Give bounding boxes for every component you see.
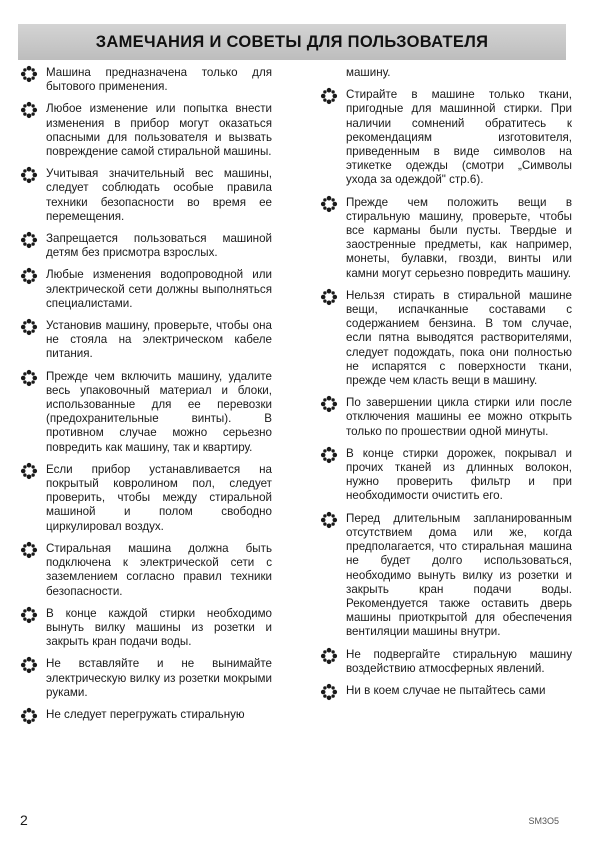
asterisk-flower-icon: [320, 446, 338, 464]
list-item-text: В конце каждой стирки необходимо вынуть вилку машины из розетки и закрыть кран подачи воды.: [46, 606, 272, 649]
list-item: [20, 102, 272, 159]
list-item-text: Не вставляйте и не вынимайте электрическую вилку из розетки мокрыми руками.: [46, 657, 272, 699]
page-number: 2: [20, 812, 28, 828]
continuation-text: машину.: [346, 66, 391, 79]
list-item: [20, 463, 272, 534]
list-item-text: Учитывая значительный вес машины, следует соблюдать особые правила техники безопасности во время ее перемещения.: [46, 167, 272, 223]
list-item: [320, 196, 572, 281]
asterisk-flower-icon: [320, 683, 338, 701]
asterisk-flower-icon: [320, 511, 338, 529]
list-item: [320, 512, 572, 640]
asterisk-flower-icon: [20, 462, 38, 480]
asterisk-flower-icon: [20, 318, 38, 336]
list-item: [320, 447, 572, 504]
page-title: ЗАМЕЧАНИЯ И СОВЕТЫ ДЛЯ ПОЛЬЗОВАТЕЛЯ: [95, 32, 489, 51]
page-header: [18, 24, 566, 60]
list-item: [20, 66, 272, 94]
list-item: [20, 268, 272, 311]
list-item: [20, 232, 272, 260]
asterisk-flower-icon: [320, 395, 338, 413]
list-item: [320, 289, 572, 388]
list-item-text: Стиральная машина должна быть подключена к электрической сети с заземлением согласно правил техники безопасности.: [46, 541, 272, 598]
left-column: [20, 66, 272, 730]
list-item: [20, 167, 272, 224]
asterisk-flower-icon: [20, 231, 38, 249]
list-item-text: Ни в коем случае не пытайтесь сами: [346, 683, 546, 697]
list-item: [20, 542, 272, 599]
list-item-text: Любые изменения водопроводной или электрической сети должны выполняться специалистами.: [46, 268, 272, 310]
asterisk-flower-icon: [20, 656, 38, 674]
list-item-text: Не подвергайте стиральную машину воздействию атмосферных явлений.: [346, 647, 572, 675]
list-item: [20, 708, 272, 722]
list-item: [320, 396, 572, 439]
list-item: [320, 88, 572, 187]
list-item-text: Запрещается пользоваться машиной детям без присмотра взрослых.: [46, 232, 272, 260]
asterisk-flower-icon: [320, 195, 338, 213]
list-item-text: Прежде чем положить вещи в стиральную машину, проверьте, чтобы все карманы были пусты. Твердые и заостренные предметы, как например, монеты, булавки, гвозди, винты или камни могут серьезно повредить машину.: [346, 195, 572, 280]
asterisk-flower-icon: [20, 267, 38, 285]
asterisk-flower-icon: [320, 647, 338, 665]
list-item-text: По завершении цикла стирки или после отключения машины ее можно открыть только по прошествии одной минуты.: [346, 396, 572, 438]
list-item-text: Установив машину, проверьте, чтобы она не стояла на электрическом кабеле питания.: [46, 319, 272, 361]
list-item: [20, 370, 272, 455]
asterisk-flower-icon: [20, 606, 38, 624]
list-item-text: Машина предназначена только для бытового применения.: [46, 66, 272, 94]
asterisk-flower-icon: [20, 369, 38, 387]
asterisk-flower-icon: [320, 288, 338, 306]
list-item: [20, 319, 272, 362]
list-item-text: Перед длительным запланированным отсутствием дома или же, когда предполагается, что стиральная машина не будет долго использоваться, необходимо вынуть вилку из розетки и закрыть кран подачи воды. Рекомендуется также оставить дверь машины приоткрытой для обеспечения вентиляции машины внутри.: [346, 511, 572, 639]
list-item-text: Не следует перегружать стиральную: [46, 707, 245, 721]
list-item-text: В конце стирки дорожек, покрывал и прочих тканей из длинных волокон, нужно проверить фильтр и при необходимости очистить его.: [346, 446, 572, 503]
list-item-text: Нельзя стирать в стиральной машине вещи, испачканные составами с содержанием бензина. В том случае, если пятна выводятся растворителями, следует подождать, пока они полностью не испарятся с поверхности ткани, прежде чем класть вещи в машину.: [346, 288, 572, 388]
asterisk-flower-icon: [20, 101, 38, 119]
list-item: [320, 648, 572, 676]
asterisk-flower-icon: [20, 707, 38, 725]
list-item-text: Стирайте в машине только ткани, пригодные для машинной стирки. При наличии сомнений обратитесь к рекомендациям изготовителя, приведенным в виде символов на этикетке одежды (смотри „Символы ухода за одеждой" стр.6).: [346, 88, 572, 187]
list-item-text: Если прибор устанавливается на покрытый ковролином пол, следует проверить, чтобы между стиральной машиной и полом свободно циркулировал воздух.: [46, 462, 272, 533]
asterisk-flower-icon: [320, 87, 338, 105]
asterisk-flower-icon: [20, 166, 38, 184]
list-item-text: Прежде чем включить машину, удалите весь упаковочный материал и блоки, использованные для ее перевозки (предохранительные винты). В противном случае можно серьезно повредить как машину, так и квартиру.: [46, 369, 272, 454]
asterisk-flower-icon: [20, 541, 38, 559]
list-item: [20, 607, 272, 650]
document-code: SM3O5: [528, 816, 559, 826]
list-item-text: Любое изменение или попытка внести изменения в прибор могут оказаться опасными для пользователя и вызвать повреждение самой стиральной машины.: [46, 102, 272, 159]
right-column: [320, 66, 572, 706]
list-item: [320, 684, 572, 698]
asterisk-flower-icon: [20, 65, 38, 83]
list-item: [20, 657, 272, 700]
